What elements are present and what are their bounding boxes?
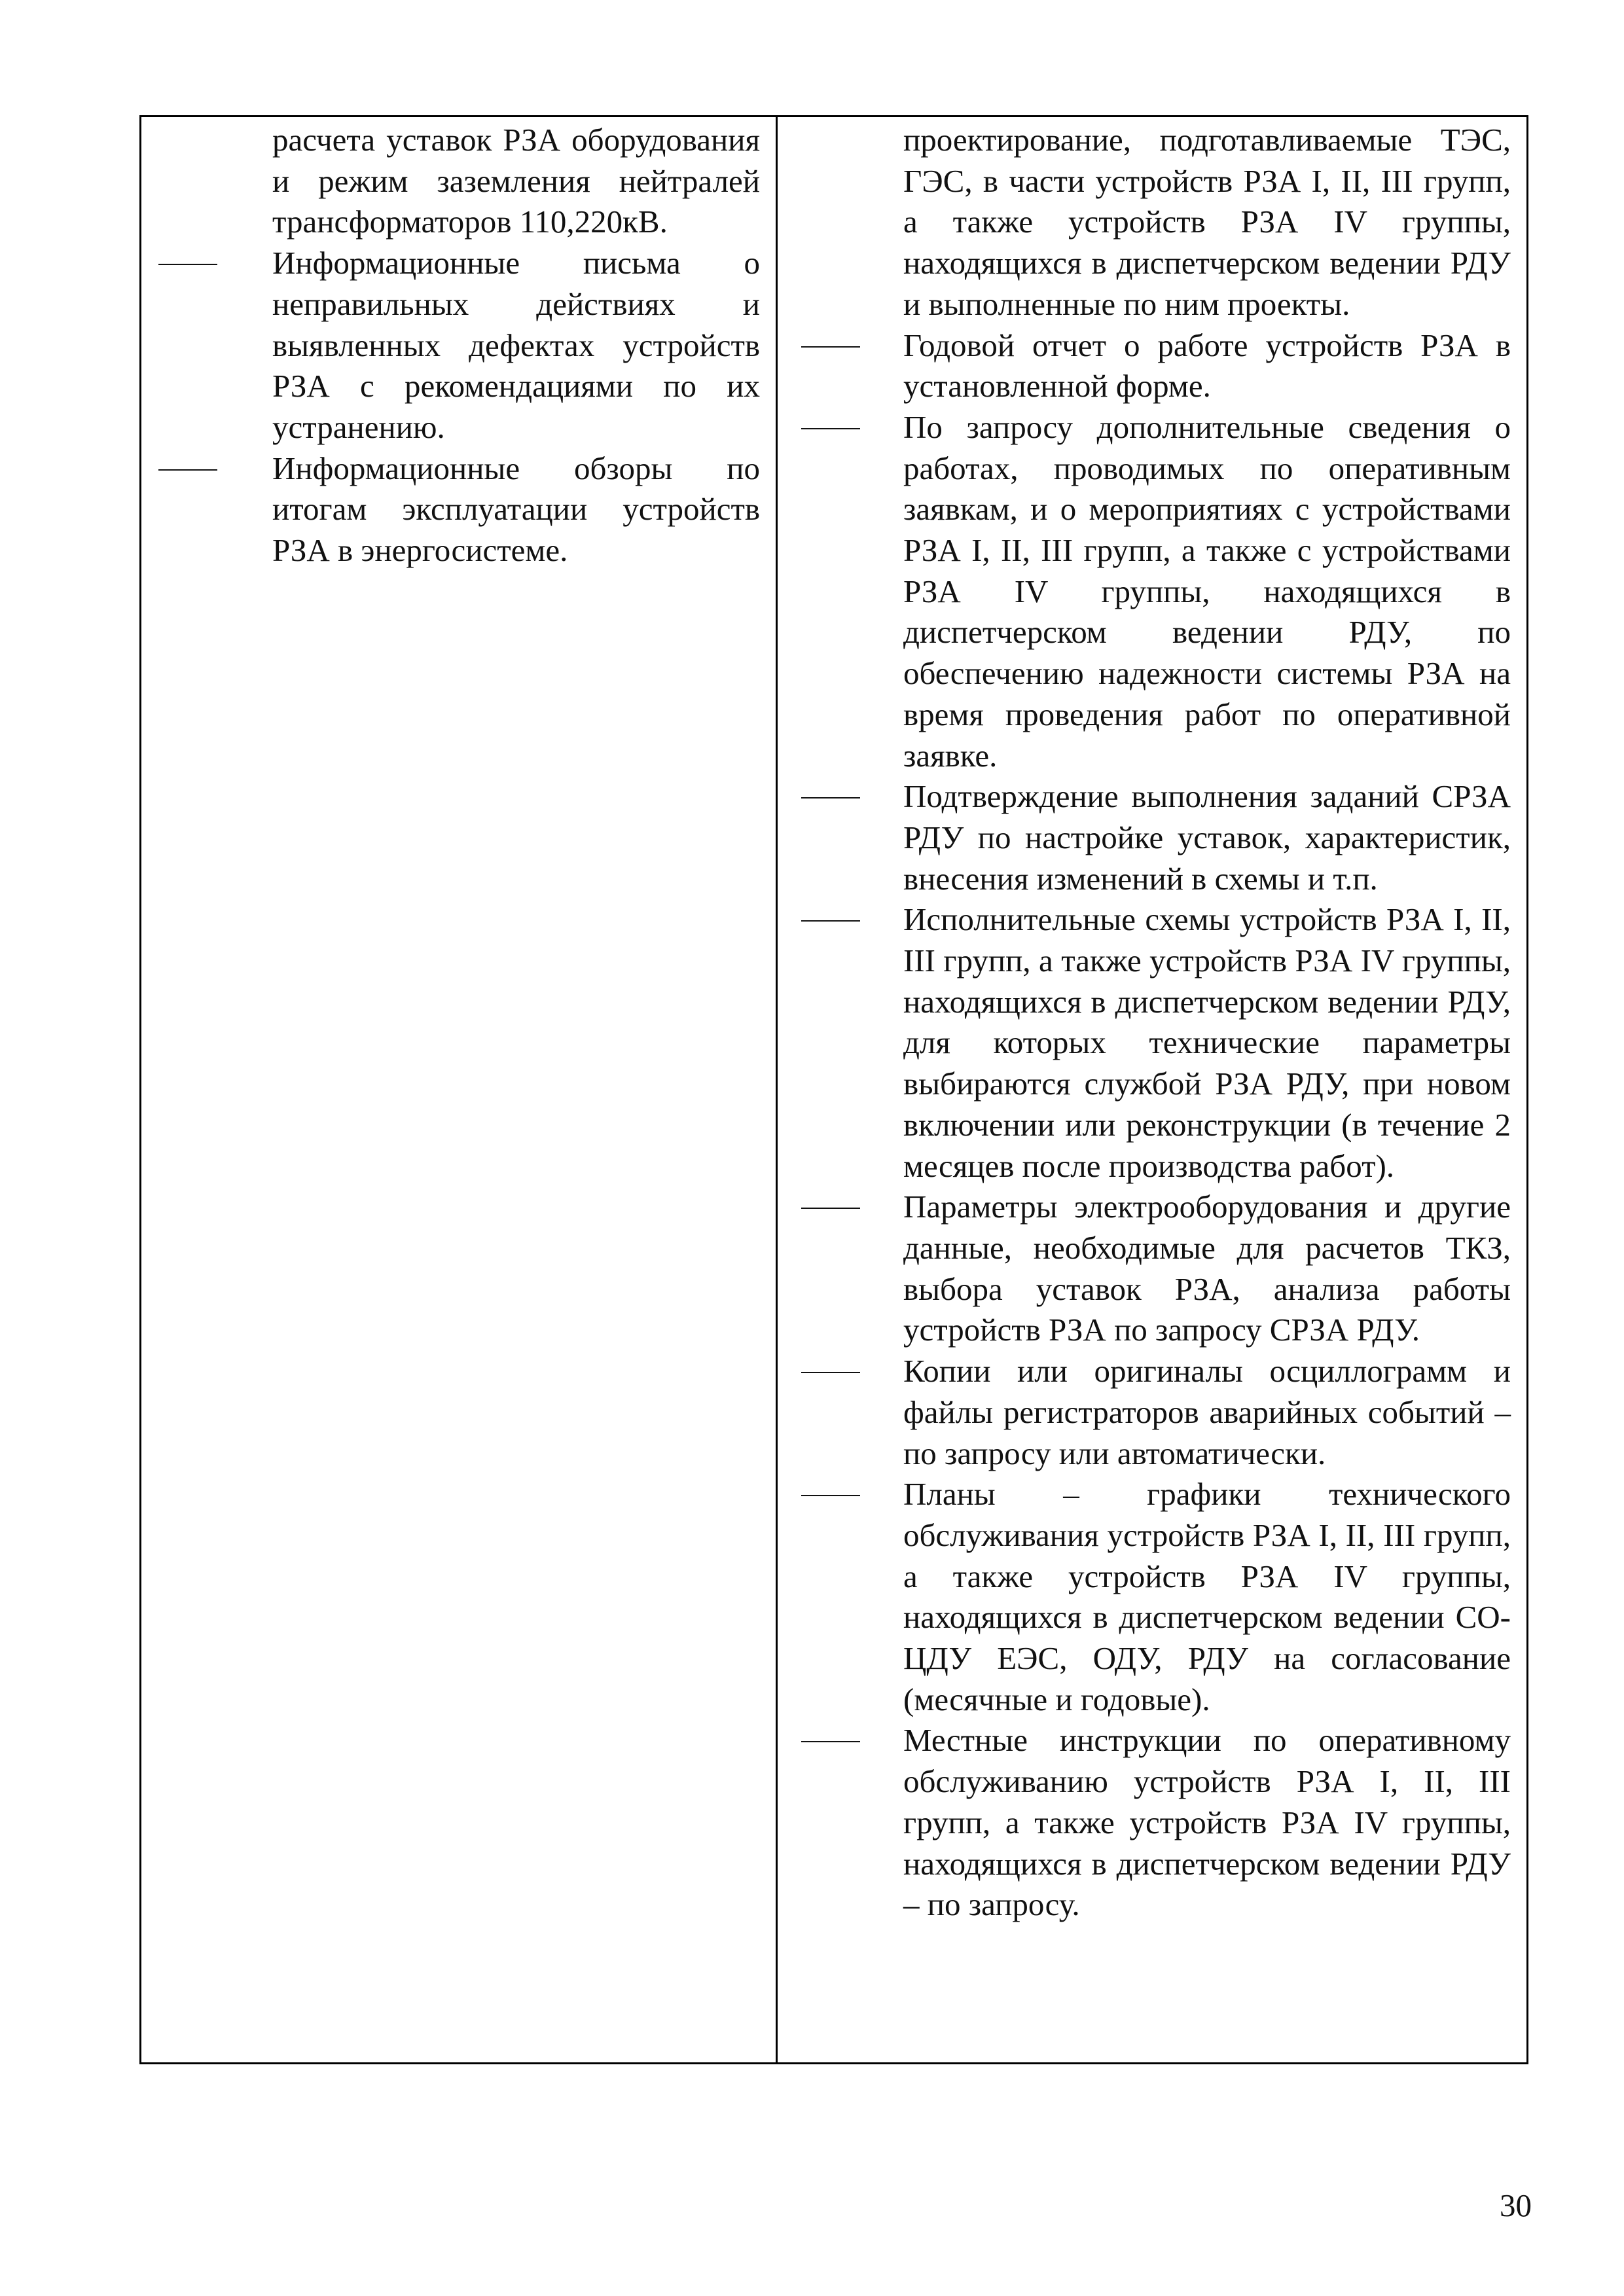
list-item: [801, 1474, 1511, 1720]
list-item-text: Исполнительные схемы устройств РЗА I, II, III групп, а также устройств РЗА IV группы, находящихся в диспетчерском ведении РДУ, для которых технические параметры выбираются службой РЗА РДУ, при новом включении или реконструкции (в течение 2 месяцев после производства работ).: [903, 901, 1511, 1184]
left-column-list: [141, 117, 776, 571]
right-column-list: [778, 117, 1526, 1926]
em-dash-bullet: [801, 1741, 860, 1742]
list-item-text: расчета уставок РЗА оборудования и режим заземления нейтралей трансформаторов 110,220кВ.: [272, 122, 760, 240]
em-dash-bullet: [158, 469, 217, 471]
list-item: [801, 325, 1511, 407]
em-dash-bullet: [158, 264, 217, 265]
list-item: [801, 899, 1511, 1187]
em-dash-bullet: [801, 1372, 860, 1373]
list-item-text: Копии или оригиналы осциллограмм и файлы регистраторов аварийных событий – по запросу или автоматически.: [903, 1353, 1511, 1471]
list-item-text: Годовой отчет о работе устройств РЗА в установленной форме.: [903, 327, 1511, 404]
list-item: [801, 776, 1511, 899]
list-item-text: проектирование, подготавливаемые ТЭС, ГЭС, в части устройств РЗА I, II, III групп, а также устройств РЗА IV группы, находящихся в диспетчерском ведении РДУ и выполненные по ним проекты.: [903, 122, 1511, 322]
em-dash-bullet: [801, 1208, 860, 1209]
em-dash-bullet: [801, 920, 860, 922]
list-item-text: Параметры электрооборудования и другие данные, необходимые для расчетов ТКЗ, выбора уставок РЗА, анализа работы устройств РЗА по запросу СРЗА РДУ.: [903, 1189, 1511, 1348]
em-dash-bullet: [801, 797, 860, 798]
table-right-column: [778, 117, 1526, 2062]
em-dash-bullet: [801, 1495, 860, 1496]
em-dash-bullet: [801, 428, 860, 429]
list-item: [801, 1351, 1511, 1474]
list-item-text: Информационные обзоры по итогам эксплуатации устройств РЗА в энергосистеме.: [272, 450, 760, 569]
list-item: [801, 1187, 1511, 1351]
page-number: 30: [1500, 2187, 1532, 2223]
list-item-text: Планы – графики технического обслуживания устройств РЗА I, II, III групп, а также устройств РЗА IV группы, находящихся в диспетчерском ведении СО-ЦДУ ЕЭС, ОДУ, РДУ на согласование (месячные и годовые).: [903, 1476, 1511, 1717]
list-item-text: Информационные письма о неправильных действиях и выявленных дефектах устройств РЗА с рекомендациями по их устранению.: [272, 245, 760, 445]
em-dash-bullet: [801, 346, 860, 348]
requirements-table: [139, 115, 1528, 2064]
list-item-text: По запросу дополнительные сведения о работах, проводимых по оперативным заявкам, и о мероприятиях с устройствами РЗА I, II, III групп, а также с устройствами РЗА IV группы, находящихся в диспетчерском ведении РДУ, по обеспечению надежности системы РЗА на время проведения работ по оперативной заявке.: [903, 408, 1511, 774]
list-item: [158, 243, 760, 448]
list-item: [158, 120, 760, 243]
list-item-text: Подтверждение выполнения заданий СРЗА РДУ по настройке уставок, характеристик, внесения изменений в схемы и т.п.: [903, 778, 1511, 897]
list-item: [801, 120, 1511, 325]
list-item-text: Местные инструкции по оперативному обслуживанию устройств РЗА I, II, III групп, а также устройств РЗА IV группы, находящихся в диспетчерском ведении РДУ – по запросу.: [903, 1722, 1511, 1923]
table-left-column: [141, 117, 778, 2062]
list-item: [158, 448, 760, 571]
list-item: [801, 407, 1511, 776]
list-item: [801, 1720, 1511, 1926]
